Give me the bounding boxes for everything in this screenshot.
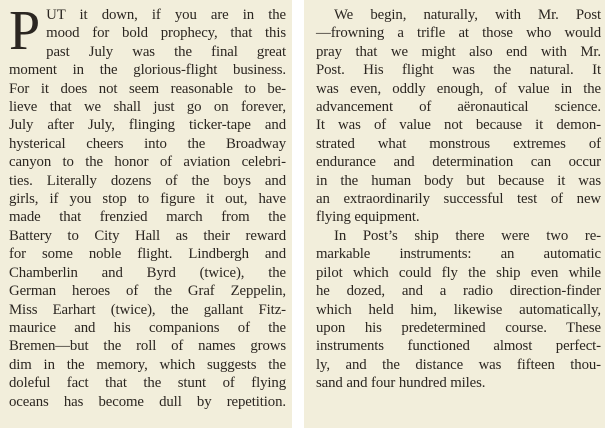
text-line: moment in the glorious-flight business. — [9, 62, 286, 79]
text-line: was even, oddly enough, of value in the — [316, 80, 601, 97]
text-line: ties. Literally dozens of the boys and — [9, 172, 286, 189]
text-line: July after July, flinging ticker-tape and — [9, 117, 286, 134]
text-line: In Post’s ship there were two re- — [334, 227, 601, 244]
text-line: for some noble flight. Lindbergh and — [9, 246, 286, 263]
text-line: strated what monstrous extremes of — [316, 135, 601, 152]
left-column — [0, 0, 292, 428]
drop-cap: P — [9, 0, 41, 62]
text-line: markable instruments: an automatic — [316, 246, 601, 263]
text-line: dim in the memory, which suggests the — [9, 356, 286, 373]
text-line: an extraordinarily successful test of new — [316, 191, 601, 208]
text-line: UT it down, if you are in the — [46, 7, 286, 23]
text-line: instruments functioned almost perfect- — [316, 338, 601, 355]
text-line: past July was the final great — [46, 43, 286, 60]
text-line: Bremen—but the roll of names grows — [9, 338, 286, 355]
text-line: We begin, naturally, with Mr. Post — [334, 7, 601, 23]
text-line: which held him, likewise automatically, — [316, 301, 601, 318]
text-line: lieve that we shall just go on forever, — [9, 99, 286, 116]
text-line: It was of value not because it demon- — [316, 117, 601, 134]
text-line: German heroes of the Graf Zeppelin, — [9, 283, 286, 300]
text-line: oceans has become dull by repetition. — [9, 393, 286, 410]
text-line: advancement of aëronautical science. — [316, 99, 601, 116]
text-line: endurance and determination can occur — [316, 154, 601, 171]
text-line: sand and four hundred miles. — [316, 375, 486, 392]
text-line: Miss Earhart (twice), the gallant Fitz- — [9, 301, 286, 318]
text-line: ly, and the distance was fifteen thou- — [316, 356, 601, 373]
text-line: doleful fact that the stunt of flying — [9, 375, 286, 392]
text-line: hysterical cheers into the Broadway — [9, 135, 286, 152]
text-line: pray that we might also end with Mr. — [316, 43, 601, 60]
text-line: canyon to the honor of aviation celebri- — [9, 154, 286, 171]
text-line: upon his predetermined course. These — [316, 319, 601, 336]
text-line: mood for bold prophecy, that this — [46, 25, 286, 42]
text-line: Chamberlin and Byrd (twice), the — [9, 264, 286, 281]
text-line: flying equipment. — [316, 209, 420, 226]
text-line: pilot which could fly the ship even while — [316, 264, 601, 281]
text-line: girls, if you stop to figure it out, have — [9, 191, 286, 208]
text-line: he dozed, and a radio direction-finder — [316, 283, 601, 300]
text-line: maurice and his companions of the — [9, 319, 286, 336]
text-line: Battery to City Hall as their reward — [9, 227, 286, 244]
text-line: For it does not seem reasonable to be- — [9, 80, 286, 97]
right-column — [304, 0, 605, 428]
text-line: made that frenzied march from the — [9, 209, 286, 226]
text-line: Post. His flight was the natural. It — [316, 62, 601, 79]
text-line: —frowning a trifle at those who would — [316, 25, 601, 42]
text-line: in the human body but because it was — [316, 172, 601, 189]
